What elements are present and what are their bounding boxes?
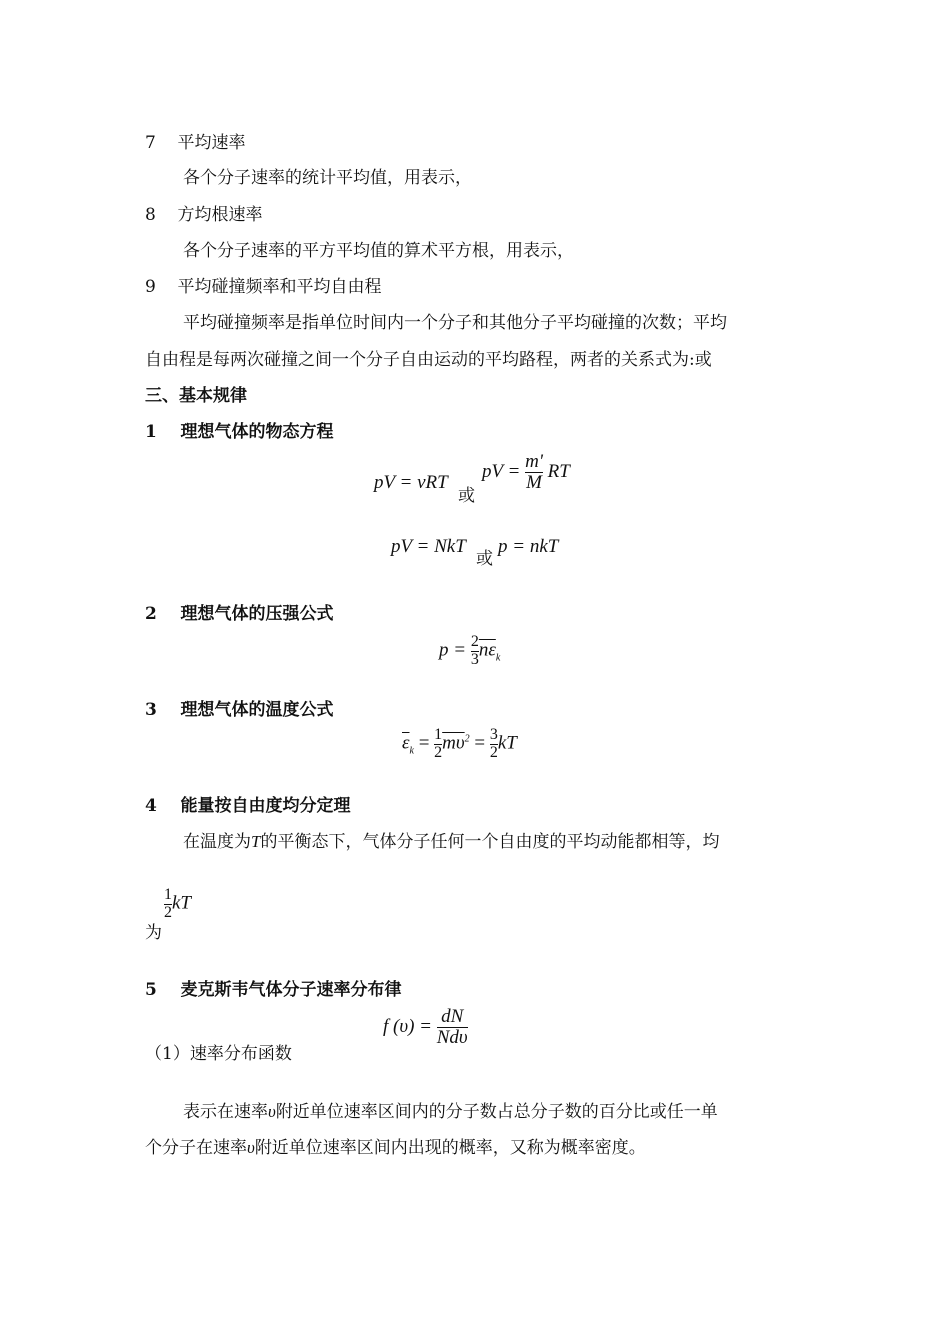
item-7-heading — [145, 128, 245, 153]
item-number: 8 — [145, 205, 156, 225]
law-number: 1 — [145, 422, 157, 442]
law-5-heading — [145, 975, 402, 1000]
fraction-one-half: $\frac{1}{2}$ — [434, 726, 443, 761]
law-title: 理想气体的物态方程 — [180, 422, 334, 442]
formula-state-mass: pV = $\frac{m'}{M}$ RT — [482, 451, 570, 493]
formula-state-N: pV = NkT — [391, 536, 466, 557]
law-2-heading — [145, 599, 334, 624]
item-9-heading — [145, 272, 381, 297]
item-7-body: 各个分子速率的统计平均值，用表示， — [183, 168, 472, 188]
law-4-body: 在温度为T的平衡态下，气体分子任何一个自由度的平均动能都相等，均 — [183, 832, 720, 852]
law-4-heading — [145, 791, 351, 816]
law-5-para-line2: 个分子在速率υ附近单位速率区间内出现的概率，又称为概率密度。 — [145, 1138, 646, 1158]
law-number: 4 — [145, 796, 157, 816]
fraction-one-half: $\frac{1}{2}$ — [164, 886, 172, 921]
formula-state-n: p = nkT — [498, 536, 559, 557]
item-9-body-line2: 自由程是每两次碰撞之间一个分子自由运动的平均路程，两者的关系式为:或 — [145, 350, 712, 370]
formula-half-kT: $\frac{1}{2}$ kT — [164, 886, 191, 921]
law-title: 理想气体的温度公式 — [180, 700, 334, 720]
fraction-dN-over-Ndv: $\frac{dN}{\text{Ndυ}}$ — [436, 1006, 468, 1048]
law-1-heading — [145, 417, 334, 442]
item-title: 方均根速率 — [177, 205, 263, 225]
law-5-subheading: （1）速率分布函数 — [145, 1044, 292, 1064]
formula-distribution: f (υ) = $\frac{dN}{\text{Ndυ}}$ — [383, 1006, 468, 1048]
section-heading: 三、基本规律 — [145, 386, 247, 406]
formula-pressure: p = $\frac{2}{3}$ $\overline{n\varepsilon}_k$ — [439, 633, 501, 668]
law-title: 麦克斯韦气体分子速率分布律 — [180, 980, 402, 1000]
formula-temperature: $\overline{\varepsilon}_k$ = $\frac{1}{2}$ $\overline{m\upsilon}^2$ = $\frac{3}{2}$ kT — [402, 726, 517, 761]
item-title: 平均碰撞频率和平均自由程 — [177, 277, 382, 297]
item-8-body: 各个分子速率的平方平均值的算术平方根，用表示， — [183, 241, 574, 261]
item-number: 7 — [145, 133, 156, 153]
law-number: 3 — [145, 700, 157, 720]
fraction-m-over-M: $\frac{m'}{M}$ — [525, 451, 543, 493]
item-9-body-line1: 平均碰撞频率是指单位时间内一个分子和其他分子平均碰撞的次数；平均 — [183, 313, 727, 333]
law-title: 理想气体的压强公式 — [180, 604, 334, 624]
or-label: 或 — [458, 486, 475, 506]
law-number: 2 — [145, 604, 157, 624]
law-title: 能量按自由度均分定理 — [180, 796, 351, 816]
fraction-two-thirds: $\frac{2}{3}$ — [470, 633, 479, 668]
law-3-heading — [145, 695, 334, 720]
law-number: 5 — [145, 980, 157, 1000]
or-label: 或 — [476, 549, 493, 569]
fraction-three-halves: $\frac{3}{2}$ — [489, 726, 498, 761]
item-title: 平均速率 — [177, 133, 246, 153]
item-number: 9 — [145, 277, 156, 297]
law-5-para-line1: 表示在速率υ附近单位速率区间内的分子数占总分子数的百分比或任一单 — [183, 1102, 718, 1122]
law-4-wei: 为 — [145, 923, 162, 943]
formula-state-nu: pV = νRT — [374, 472, 448, 493]
item-8-heading — [145, 200, 262, 225]
